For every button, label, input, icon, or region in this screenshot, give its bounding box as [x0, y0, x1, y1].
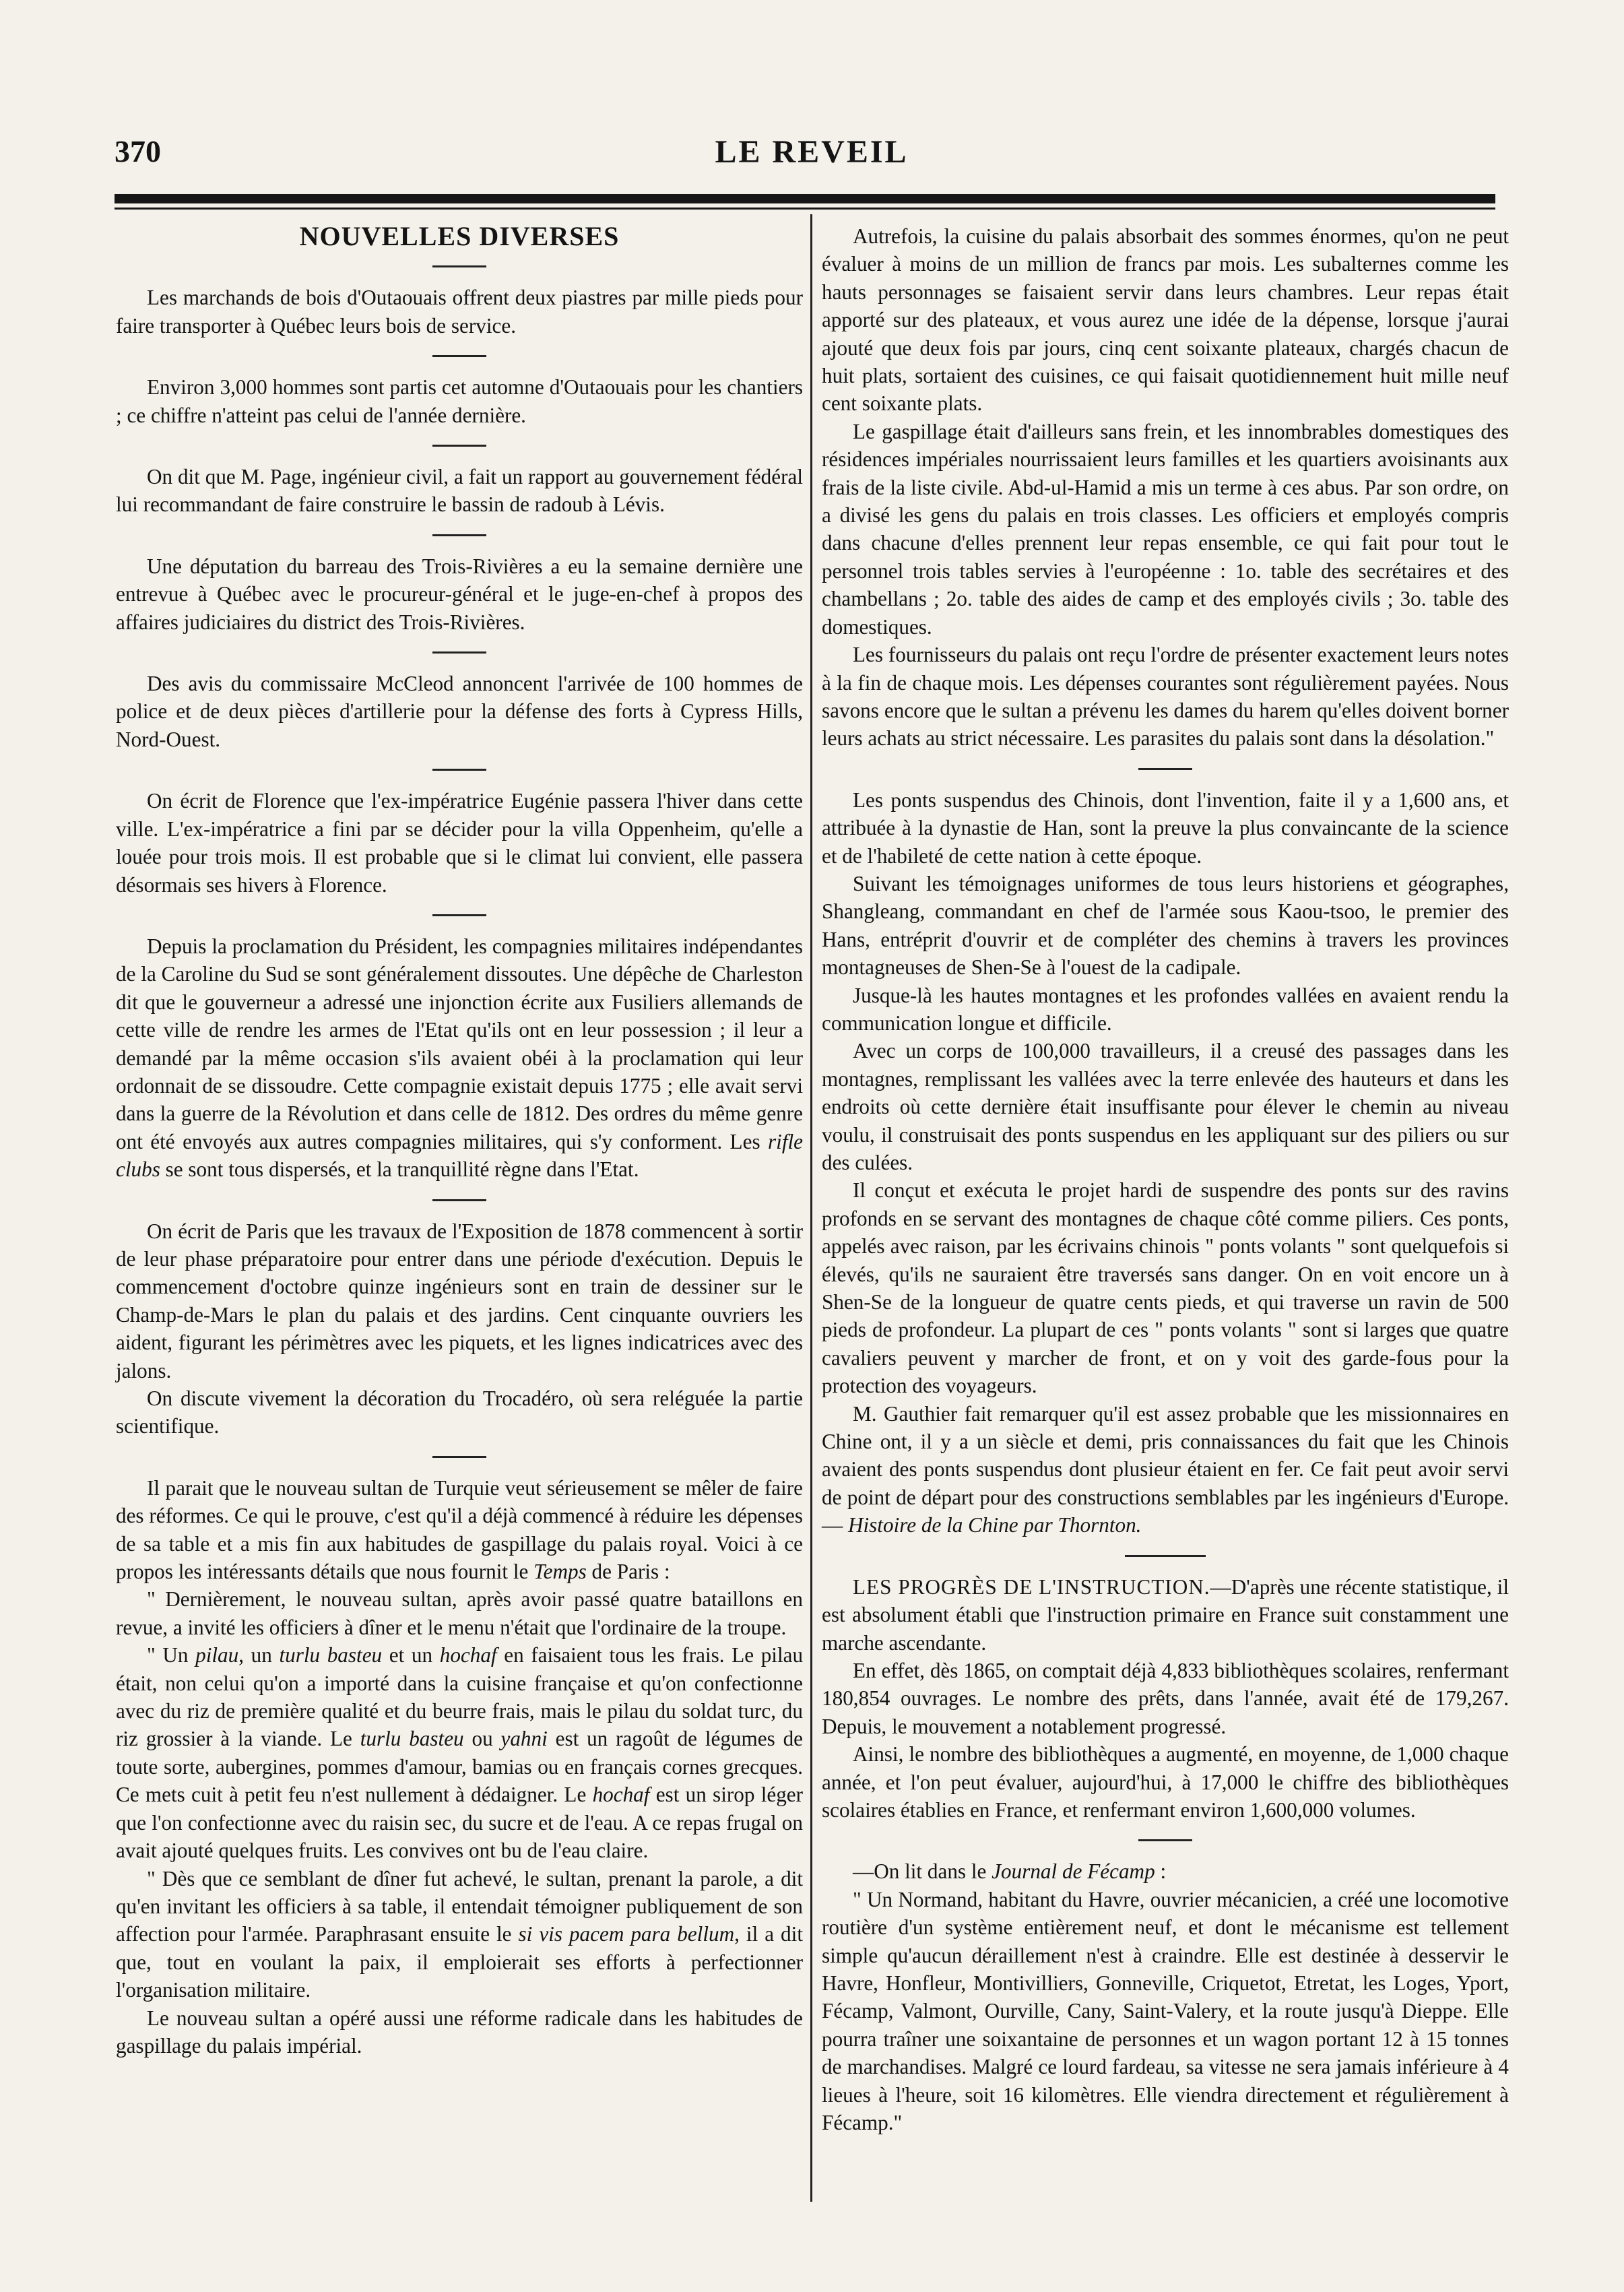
separator	[1138, 768, 1192, 770]
news-item-exposition: On écrit de Paris que les travaux de l'Exposition de 1878 commencent à sortir de leur phase préparatoire pour entrer dans une période d'exécution. Depuis le commencement d'octobre quinze ingénieurs sont en train de dessiner sur le Champ-de-Mars le plan du palais et des jardins. Cent cinquante ouvriers les aident, figurant les périmètres avec les piquets, et les lignes indicatrices avec des jalons.	[116, 1219, 803, 1382]
news-item: On dit que M. Page, ingénieur civil, a fait un rapport au gouvernement fédéral lui recommandant de faire construire le bassin de radoub à Lévis.	[116, 465, 803, 517]
separator	[432, 651, 486, 654]
bridges-paragraph: Jusque-là les hautes montagnes et les profondes vallées en avaient rendu la communication longue et difficile.	[822, 983, 1509, 1035]
separator	[432, 534, 486, 536]
news-item: Une députation du barreau des Trois-Rivières a eu la semaine dernière une entrevue à Québec avec le procureur-général et le juge-en-chef à propos des affaires judiciaires du district des Trois-Rivières.	[116, 554, 803, 634]
bridges-paragraph: M. Gauthier fait remarquer qu'il est assez probable que les missionnaires en Chine ont, il y a un siècle et demi, pris connaissances du fait que les Chinois avaient des ponts suspendus dont plusieur étaient en fer. Ce fait peut avoir servi de point de départ pour des constructions semblables par les ingénieurs d'Europe.— Histoire de la Chine par Thornton.	[822, 1401, 1509, 1537]
news-item: On écrit de Florence que l'ex-impératrice Eugénie passera l'hiver dans cette ville. L'ex-impératrice a fini par se décider pour la villa Oppenheim, qu'elle a louée pour trois mois. Il est probable que si le climat lui convient, elle passera désormais ses hivers à Florence.	[116, 789, 803, 897]
column-divider	[810, 214, 812, 2202]
separator	[1125, 1555, 1206, 1557]
fecamp-intro: —On lit dans le Journal de Fécamp :	[853, 1859, 1167, 1884]
news-item: Environ 3,000 hommes sont partis cet automne d'Outaouais pour les chantiers ; ce chiffre n'atteint pas celui de l'année dernière.	[116, 375, 803, 427]
journal-title: LE REVEIL	[715, 134, 909, 170]
header-rule-thin	[115, 208, 1495, 210]
sultan-quote-1: " Dernièrement, le nouveau sultan, après avoir passé quatre bataillons en revue, a invité les officiers à dîner et le menu n'était que l'ordinaire de la troupe.	[116, 1587, 803, 1639]
bridges-paragraph: Les ponts suspendus des Chinois, dont l'invention, faite il y a 1,600 ans, et attribuée à la dynastie de Han, sont la preuve la plus convaincante de la science et de l'habileté de cette nation à cette époque.	[822, 788, 1509, 868]
palace-paragraph: Le gaspillage était d'ailleurs sans frein, et les innombrables domestiques des résidences impériales nourrissaient leurs familles et les quartiers avoisinants aux frais de la liste civile. Abd-ul-Hamid a mis un terme à ces abus. Par son ordre, on a divisé les gens du palais en trois classes. Les officiers et employés compris dans chacune d'elles prennent leur repas ensemble, ce qui fait pour tout le personnel trois tables servies à l'européenne : 1o. table des secrétaires et des chambellans ; 2o. table des aides de camp et des employés civils ; 3o. table des domestiques.	[822, 419, 1509, 639]
separator	[432, 914, 486, 916]
instruction-lead: LES PROGRÈS DE L'INSTRUCTION.—D'après une récente statistique, il est absolument établi que l'instruction primaire en France suit constamment une marche ascendante.	[822, 1574, 1509, 1655]
separator	[432, 769, 486, 771]
bridges-source: Histoire de la Chine par Thornton.	[847, 1513, 1142, 1537]
news-item: Les marchands de bois d'Outaouais offrent deux piastres par mille pieds pour faire transporter à Québec leurs bois de service.	[116, 286, 803, 338]
fecamp-body: " Un Normand, habitant du Havre, ouvrier mécanicien, a créé une locomotive routière d'un système entièrement neuf, et dont le mécanisme est tellement simple qu'aucun déraillement n'est à craindre. Elle est destinée à desservir le Havre, Honfleur, Montivilliers, Gonneville, Criquetot, Etretat, les Loges, Yport, Fécamp, Valmont, Ourville, Cany, Saint-Valery, et la route jusqu'à Dieppe. Elle pourra traîner une soixantaine de personnes et un wagon portant 12 à 15 tonnes de marchandises. Malgré ce lourd fardeau, sa vitesse ne sera jamais inférieure à 4 lieues à l'heure, soit 16 kilomètres. Elle viendra directement et régulièrement à Fécamp."	[822, 1887, 1509, 2134]
separator	[432, 1199, 486, 1201]
section-title: NOUVELLES DIVERSES	[299, 221, 620, 251]
separator	[432, 445, 486, 447]
separator	[432, 355, 486, 357]
bridges-paragraph: Suivant les témoignages uniformes de tous leurs historiens et géographes, Shangleang, commandant en chef de l'armée sous Kaou-tsoo, le premier des Hans, entréprit d'ouvrir et de compléter des chemins à travers les provinces montagneuses de Shen-Se à l'ouest de la cadipale.	[822, 871, 1509, 980]
sultan-quote-2: " Un pilau, un turlu basteu et un hochaf en faisaient tous les frais. Le pilau était, non celui qu'on a importé dans la cuisine française et qu'on confectionne avec du riz de première qualité et du beurre frais, mais le pilau du soldat turc, du riz grossier à la viande. Le turlu basteu ou yahni est un ragoût de légumes de toute sorte, aubergines, pommes d'amour, bamias ou en français cornes grecques. Ce mets cuit à petit feu n'est nullement à dédaigner. Le hochaf est un sirop léger que l'on confectionne avec du raisin sec, du sucre et de l'eau. A ce repas frugal on avait ajouté quelques fruits. Les convives ont bu de l'eau claire.	[116, 1643, 804, 1863]
separator	[1138, 1839, 1192, 1841]
news-item: Des avis du commissaire McCleod annoncent l'arrivée de 100 hommes de police et de deux pièces d'artillerie pour la défense des forts à Cypress Hills, Nord-Ouest.	[116, 672, 803, 751]
instruction-paragraph: En effet, dès 1865, on comptait déjà 4,833 bibliothèques scolaires, renfermant 180,854 ouvrages. Le nombre des prêts, dans l'année, avait été de 179,267. Depuis, le mouvement a notablement progressé.	[822, 1658, 1509, 1738]
left-column	[116, 222, 803, 2060]
header-rule-thick	[115, 194, 1495, 203]
sultan-intro: Il parait que le nouveau sultan de Turquie veut sérieusement se mêler de faire des réformes. Ce qui le prouve, c'est qu'il a déjà commencé à réduire les dépenses de sa table et a mis fin aux habitudes de gaspillage du palais royal. Voici à ce propos les intéressants détails que nous fournit le Temps de Paris :	[116, 1475, 803, 1584]
bridges-paragraph: Avec un corps de 100,000 travailleurs, il a creusé des passages dans les montagnes, remplissant les vallées avec la terre enlevée des hauteurs et dans les endroits où cette dernière était insuffisante pour élever le chemin au niveau voulu, il construisait des ponts suspendus en les appliquant sur des piliers ou sur des culées.	[822, 1039, 1509, 1174]
palace-paragraph: Les fournisseurs du palais ont reçu l'ordre de présenter exactement leurs notes à la fin de chaque mois. Les dépenses courantes sont régulièrement payées. Nous savons encore que le sultan a prévenu les dames du harem qu'elles doivent borner leurs achats au strict nécessaire. Les parasites du palais sont dans la désolation."	[822, 643, 1509, 751]
bridges-paragraph: Il conçut et exécuta le projet hardi de suspendre des ponts sur des ravins profonds en se servant des montagnes de chaque côté comme piliers. Ces ponts, appelés avec raison, par les écrivains chinois " ponts volants " sont quelquefois si élevés, qu'ils ne sauraient être traversés sans danger. On en voit encore un à Shen-Se de la longueur de quatre cents pieds, et qui traverse un ravin de 500 pieds de profondeur. La plupart de ces " ponts volants " sont si larges que quatre cavaliers peuvent y marcher de front, et on y voit des garde-fous pour la protection des voyageurs.	[822, 1178, 1509, 1398]
sultan-quote-3: " Dès que ce semblant de dîner fut achevé, le sultan, prenant la parole, a dit qu'en invitant les officiers à sa table, il entendait témoigner publiquement de son affection pour l'armée. Paraphrasant ensuite le si vis pacem para bellum, il a dit que, tout en voulant la paix, il emploierait ses efforts à perfectionner l'organisation militaire.	[116, 1866, 803, 2002]
instruction-heading: LES PROGRÈS DE L'INSTRUCTION.	[853, 1574, 1210, 1599]
news-item-carolina: Depuis la proclamation du Président, les compagnies militaires indépendantes de la Caroline du Sud se sont généralement dissoutes. Une dépêche de Charleston dit que le gouverneur a adressé une injonction écrite aux Fusiliers allemands de cette ville de rendre les armes de l'Etat qu'ils ont en leur possession ; il leur a demandé par la même occasion s'ils avaient obéi à la proclamation qui leur ordonnait de se dissoudre. Cette compagnie existait depuis 1775 ; elle avait servi dans la guerre de la Révolution et dans celle de 1812. Des ordres du même genre ont été envoyés aux autres compagnies militaires, qui s'y conforment. Les rifle clubs se sont tous dispersés, et la tranquillité règne dans l'Etat.	[116, 934, 803, 1182]
separator	[432, 265, 486, 267]
page-number: 370	[115, 134, 161, 168]
instruction-paragraph: Ainsi, le nombre des bibliothèques a augmenté, en moyenne, de 1,000 chaque année, et l'on peut évaluer, aujourd'hui, à 17,000 le chiffre des bibliothèques scolaires établies en France, et renfermant environ 1,600,000 volumes.	[822, 1742, 1509, 1822]
page-header	[115, 133, 1509, 187]
separator	[432, 1456, 486, 1458]
news-item-trocadero: On discute vivement la décoration du Trocadéro, où sera reléguée la partie scientifique.	[116, 1387, 803, 1438]
palace-paragraph: Autrefois, la cuisine du palais absorbait des sommes énormes, qu'on ne peut évaluer à moins de un million de francs par mois. Les subalternes comme les hauts personnages se faisaient servir dans leurs chambres. Leur repas était apporté sur des plateaux, et vous aurez une idée de la dépense, lorsque j'aurai ajouté que deux fois par jours, cinq cent soixante plateaux, chargés chacun de huit plats, sortaient des cuisines, ce qui faisait quotidiennement huit mille neuf cent soixante plats.	[822, 224, 1509, 416]
right-column	[822, 222, 1509, 2136]
sultan-quote-4: Le nouveau sultan a opéré aussi une réforme radicale dans les habitudes de gaspillage du palais impérial.	[116, 2006, 803, 2058]
